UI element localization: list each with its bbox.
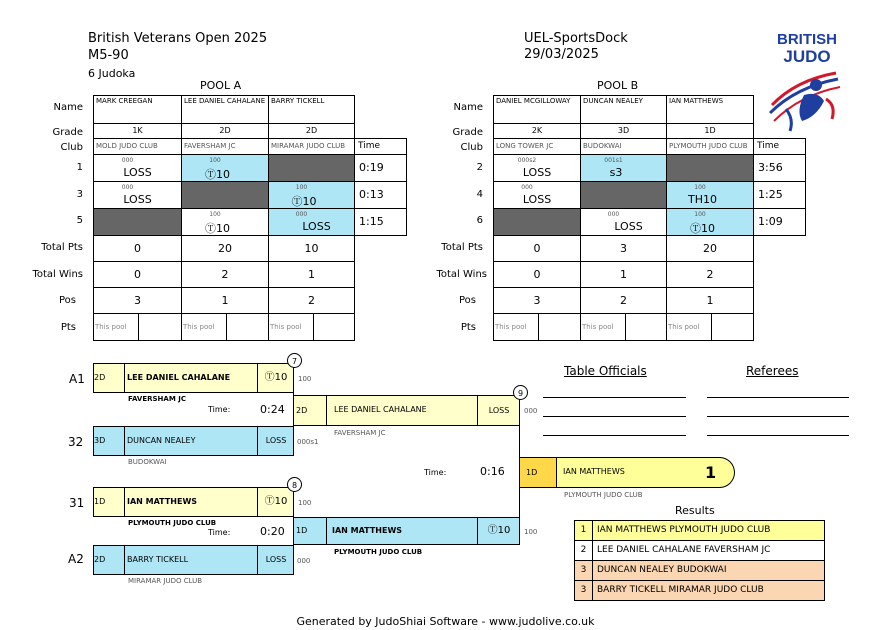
pool-a-label-total-wins: Total Wins xyxy=(32,269,83,280)
pool-b-total-pts: 3 xyxy=(580,235,667,262)
bracket-time: 0:20 xyxy=(260,525,285,538)
bracket-player-name: IAN MATTHEWS xyxy=(332,526,403,535)
result-row xyxy=(575,541,824,561)
bracket-grade: 2D xyxy=(94,546,125,574)
pool-a-empty-cell xyxy=(268,154,355,182)
pool-b-match-time: 3:56 xyxy=(753,154,806,182)
bracket-sf2-bottom xyxy=(93,545,294,575)
bracket-pts: 100 xyxy=(298,499,312,507)
pool-a-pts-cell xyxy=(313,313,355,341)
pool-a-label-club: Club xyxy=(60,142,83,153)
time-label: Time: xyxy=(424,468,447,477)
pool-a-this-pool: This pool xyxy=(181,313,227,341)
logo-line1: BRITISH xyxy=(777,31,837,48)
bracket-grade: 2D xyxy=(294,396,327,425)
score-detail: 100 xyxy=(209,211,221,218)
result-name: BARRY TICKELL MIRAMAR JUDO CLUB xyxy=(597,585,764,595)
bracket-player-name: IAN MATTHEWS xyxy=(127,497,198,506)
result-row xyxy=(575,521,824,541)
score-detail: 000 xyxy=(121,184,134,191)
pool-a-club: FAVERSHAM JC xyxy=(181,138,269,155)
category: M5-90 xyxy=(88,48,129,63)
result-position: 3 xyxy=(575,561,593,580)
pool-a-this-pool: This pool xyxy=(268,313,314,341)
bracket-club: MIRAMAR JUDO CLUB xyxy=(128,577,203,585)
pool-a-pos: 1 xyxy=(181,287,269,314)
pool-b-pos: 1 xyxy=(666,287,754,314)
pool-b-match-cell xyxy=(493,181,581,209)
pool-b-pts-cell xyxy=(625,313,667,341)
pool-a-match-cell xyxy=(181,154,269,182)
score-result: Ⓣ10 xyxy=(690,222,715,235)
pool-a-pts-cell xyxy=(226,313,269,341)
pool-b-empty-cell xyxy=(666,154,754,182)
pool-b-total-pts: 20 xyxy=(666,235,754,262)
pool-b-label-pts: Pts xyxy=(460,322,476,333)
bracket-pts: 100 xyxy=(524,528,538,536)
bracket-player-name: LEE DANIEL CAHALANE xyxy=(334,405,427,414)
bracket-score: Ⓣ10 xyxy=(257,364,294,392)
pool-b-match-cell xyxy=(580,154,667,182)
pool-a-match-time: 0:19 xyxy=(354,154,407,182)
pool-a-club: MIRAMAR JUDO CLUB xyxy=(268,138,355,155)
score-result: LOSS xyxy=(614,220,643,233)
bracket-player-name: DUNCAN NEALEY xyxy=(127,436,196,445)
bracket-club: PLYMOUTH JUDO CLUB xyxy=(128,519,217,527)
pool-a-player-name: LEE DANIEL CAHALANE xyxy=(181,95,269,124)
pool-a-label-grade: Grade xyxy=(52,127,83,138)
bracket-player-name: IAN MATTHEWS xyxy=(563,467,625,476)
bracket-grade: 1D xyxy=(519,457,557,488)
result-row xyxy=(575,581,824,600)
pool-b-label-total-pts: Total Pts xyxy=(441,242,483,253)
pool-a-match-cell xyxy=(93,181,182,209)
pool-b-title: POOL B xyxy=(597,79,639,92)
bracket-club: FAVERSHAM JC xyxy=(128,395,186,403)
footer-credit: Generated by JudoShiai Software - www.judolive.co.uk xyxy=(296,615,595,628)
pool-b-grade: 2K xyxy=(493,123,581,139)
bracket-grade: 1D xyxy=(294,518,327,544)
pool-b-club: BUDOKWAI xyxy=(580,138,667,155)
bracket-club: BUDOKWAI xyxy=(128,458,167,466)
pool-b-grade: 1D xyxy=(666,123,754,139)
pool-b-match-no: 4 xyxy=(476,189,483,200)
pool-b-player-name: IAN MATTHEWS xyxy=(666,95,754,124)
score-result: LOSS xyxy=(522,193,552,206)
referees-heading: Referees xyxy=(746,364,799,378)
score-result: LOSS xyxy=(522,166,552,179)
pool-a-grade: 1K xyxy=(93,123,182,139)
score-detail: 000 xyxy=(521,184,533,191)
bracket-winner xyxy=(519,457,735,488)
score-detail: 000s2 xyxy=(517,157,537,164)
pool-a-total-pts: 20 xyxy=(181,235,269,262)
pool-a-player-name: BARRY TICKELL xyxy=(268,95,355,124)
pool-b-label-total-wins: Total Wins xyxy=(436,269,487,280)
pool-a-total-wins: 1 xyxy=(268,261,355,288)
pool-b-total-wins: 0 xyxy=(493,261,581,288)
match-number-badge: 7 xyxy=(287,353,302,368)
time-label: Time: xyxy=(208,528,231,537)
pool-b-total-wins: 1 xyxy=(580,261,667,288)
event-date: 29/03/2025 xyxy=(524,47,599,62)
pool-b-time-header: Time xyxy=(753,138,806,155)
bracket-time: 0:24 xyxy=(260,403,285,416)
bracket-score: Ⓣ10 xyxy=(477,518,520,544)
score-detail: 000 xyxy=(121,157,134,164)
pool-b-club: LONG TOWER JC xyxy=(493,138,581,155)
pool-b-player-name: DUNCAN NEALEY xyxy=(580,95,667,124)
score-detail: 100 xyxy=(209,157,221,164)
pool-a-pos: 2 xyxy=(268,287,355,314)
score-result: s3 xyxy=(609,166,623,179)
venue: UEL-SportsDock xyxy=(524,31,628,46)
pool-a-match-no: 5 xyxy=(76,215,83,226)
match-number-badge: 9 xyxy=(513,385,528,400)
pool-a-match-cell xyxy=(268,181,355,209)
score-result: LOSS xyxy=(302,220,331,233)
judoka-figure-icon xyxy=(766,65,848,135)
pool-b-match-time: 1:25 xyxy=(753,181,806,209)
pool-a-label-pts: Pts xyxy=(60,322,76,333)
bracket-sf1-bottom xyxy=(93,426,294,456)
score-result: LOSS xyxy=(123,166,152,179)
pool-b-match-time: 1:09 xyxy=(753,208,806,236)
pool-a-grade: 2D xyxy=(181,123,269,139)
pool-a-total-wins: 2 xyxy=(181,261,269,288)
pool-b-pts-cell xyxy=(711,313,754,341)
pool-b-pts-cell xyxy=(538,313,581,341)
bracket-sf2-top xyxy=(93,487,294,517)
bracket-pts: 000s1 xyxy=(297,438,319,446)
pool-a-match-no: 3 xyxy=(76,189,83,200)
pool-a-grade: 2D xyxy=(268,123,355,139)
pool-b-this-pool: This pool xyxy=(666,313,712,341)
pool-b-club: PLYMOUTH JUDO CLUB xyxy=(666,138,754,155)
score-detail: 001s1 xyxy=(604,157,623,164)
pool-b-label-name: Name xyxy=(453,102,483,113)
pool-b-this-pool: This pool xyxy=(580,313,626,341)
pool-a-time-header: Time xyxy=(354,138,407,155)
pool-b-match-no: 2 xyxy=(476,162,483,173)
pool-a-total-pts: 0 xyxy=(93,235,182,262)
results-table xyxy=(574,520,825,601)
pool-a-label-pos: Pos xyxy=(58,295,76,306)
result-name: DUNCAN NEALEY BUDOKWAI xyxy=(597,565,727,575)
seed-label: A2 xyxy=(68,552,84,566)
pool-a-total-pts: 10 xyxy=(268,235,355,262)
score-result: Ⓣ10 xyxy=(205,168,230,181)
pool-b-player-name: DANIEL MCGILLOWAY xyxy=(493,95,581,124)
bracket-sf1-top xyxy=(93,363,294,393)
bracket-time: 0:16 xyxy=(480,465,505,478)
bracket-player-name: LEE DANIEL CAHALANE xyxy=(127,373,231,382)
pool-a-player-name: MARK CREEGAN xyxy=(93,95,182,124)
pool-b-pos: 3 xyxy=(493,287,581,314)
bracket-pts: 100 xyxy=(298,375,312,383)
match-number-badge: 8 xyxy=(287,477,302,492)
seed-label: 31 xyxy=(69,496,85,510)
bracket-score: LOSS xyxy=(477,396,520,425)
logo-line2: JUDO xyxy=(783,47,831,66)
pool-b-total-pts: 0 xyxy=(493,235,581,262)
pool-b-match-cell xyxy=(666,181,754,209)
pool-a-pts-cell xyxy=(138,313,182,341)
pool-a-match-time: 0:13 xyxy=(354,181,407,209)
pool-a-match-cell xyxy=(268,208,355,236)
pool-a-title: POOL A xyxy=(200,79,242,92)
pool-a-match-time: 1:15 xyxy=(354,208,407,236)
score-result: Ⓣ10 xyxy=(205,222,230,235)
bracket-club: PLYMOUTH JUDO CLUB xyxy=(564,491,643,499)
bracket-club: FAVERSHAM JC xyxy=(334,429,386,437)
bracket-final-top xyxy=(293,395,520,426)
result-position: 1 xyxy=(575,521,593,540)
bracket-player-name: BARRY TICKELL xyxy=(127,555,189,564)
bracket-grade: 2D xyxy=(94,364,125,392)
time-label: Time: xyxy=(208,405,231,414)
bracket-grade: 3D xyxy=(94,427,125,455)
pool-a-label-total-pts: Total Pts xyxy=(41,242,83,253)
results-heading: Results xyxy=(675,504,715,517)
result-name: IAN MATTHEWS PLYMOUTH JUDO CLUB xyxy=(597,525,771,535)
result-position: 2 xyxy=(575,541,593,560)
bracket-score: Ⓣ10 xyxy=(257,488,294,516)
result-position: 3 xyxy=(575,581,593,600)
score-result: TH10 xyxy=(688,193,717,206)
bracket-score: LOSS xyxy=(257,546,294,574)
result-row xyxy=(575,561,824,581)
bracket-club: PLYMOUTH JUDO CLUB xyxy=(334,548,423,556)
bracket-pts: 000 xyxy=(524,407,538,415)
pool-a-total-wins: 0 xyxy=(93,261,182,288)
pool-b-pos: 2 xyxy=(580,287,667,314)
pool-b-match-cell xyxy=(666,208,754,236)
bracket-grade: 1D xyxy=(94,488,125,516)
seed-label: 32 xyxy=(68,435,84,449)
pool-b-match-no: 6 xyxy=(476,215,483,226)
score-result: Ⓣ10 xyxy=(291,195,317,208)
british-judo-logo xyxy=(766,32,848,139)
pool-b-grade: 3D xyxy=(580,123,667,139)
pool-a-pos: 3 xyxy=(93,287,182,314)
table-officials-heading: Table Officials xyxy=(564,364,647,378)
pool-a-club: MOLD JUDO CLUB xyxy=(93,138,182,155)
pool-b-label-pos: Pos xyxy=(458,295,476,306)
bracket-score: LOSS xyxy=(257,427,294,455)
score-detail: 000 xyxy=(295,211,308,218)
seed-label: A1 xyxy=(69,372,85,386)
winner-place: 1 xyxy=(705,463,717,482)
pool-b-label-club: Club xyxy=(460,142,483,153)
score-detail: 100 xyxy=(295,184,308,191)
pool-b-label-grade: Grade xyxy=(452,127,483,138)
score-result: LOSS xyxy=(123,193,152,206)
pool-a-label-name: Name xyxy=(53,102,83,113)
score-detail: 100 xyxy=(694,184,706,191)
result-name: LEE DANIEL CAHALANE FAVERSHAM JC xyxy=(597,545,771,555)
pool-b-this-pool: This pool xyxy=(493,313,539,341)
pool-b-total-wins: 2 xyxy=(666,261,754,288)
judoka-count: 6 Judoka xyxy=(88,67,136,80)
score-detail: 000 xyxy=(607,211,620,218)
event-title: British Veterans Open 2025 xyxy=(88,31,268,46)
bracket-pts: 000 xyxy=(297,557,311,565)
pool-a-match-no: 1 xyxy=(76,162,83,173)
pool-a-this-pool: This pool xyxy=(93,313,139,341)
bracket-final-bottom xyxy=(293,517,520,545)
score-detail: 100 xyxy=(694,211,706,218)
